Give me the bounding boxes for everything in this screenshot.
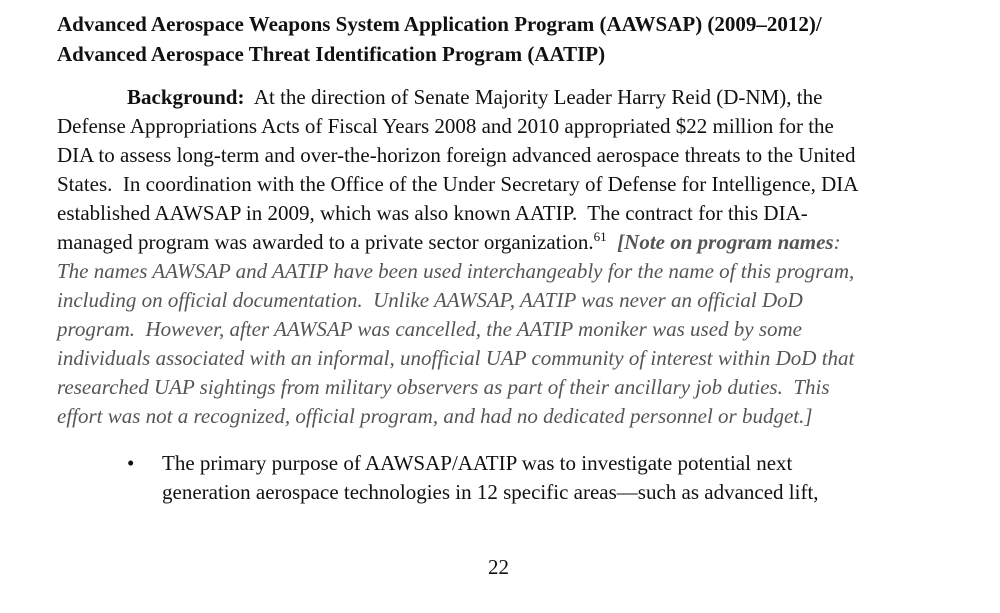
bullet-line-2: generation aerospace technologies in 12 specific areas—such as advanced lift, [162,480,819,504]
paragraph-line-4: States. In coordination with the Office of the Under Secretary of Defense for Intelligence, DIA [57,172,859,196]
note-line-8: including on official documentation. Unlike AAWSAP, AATIP was never an official DoD [57,288,803,312]
paragraph-line-6-text: managed program was awarded to a private sector organization. [57,230,594,254]
footnote-reference[interactable]: 61 [593,229,607,244]
note-colon: : [833,230,841,254]
paragraph-line-2: Defense Appropriations Acts of Fiscal Years 2008 and 2010 appropriated $22 million for the [57,114,834,138]
heading-line-2: Advanced Aerospace Threat Identification Program (AATIP) [57,42,606,66]
note-line-9: program. However, after AAWSAP was cancelled, the AATIP moniker was used by some [57,317,803,341]
note-label: [Note on program names [617,230,834,254]
bullet-line-1: The primary purpose of AAWSAP/AATIP was to investigate potential next [162,451,793,475]
note-line-10: individuals associated with an informal, unofficial UAP community of interest within DoD that [57,346,855,370]
page-number: 22 [488,555,509,579]
note-line-12: effort was not a recognized, official program, and had no dedicated personnel or budget.] [57,404,813,428]
bullet-icon: • [127,451,135,475]
paragraph-line-6 [57,228,957,257]
note-line-11: researched UAP sightings from military observers as part of their ancillary job duties. This [57,375,830,399]
heading-line-1: Advanced Aerospace Weapons System Application Program (AAWSAP) (2009–2012)/ [57,12,822,36]
paragraph-line-1 [57,83,957,112]
bullet-text [162,449,942,507]
background-paragraph [57,83,957,431]
note-line-7: The names AAWSAP and AATIP have been used interchangeably for the name of this program, [57,259,855,283]
paragraph-line-5: established AAWSAP in 2009, which was also known AATIP. The contract for this DIA- [57,201,808,225]
section-heading [57,9,977,69]
background-label: Background: [127,85,245,109]
paragraph-line-1-text: At the direction of Senate Majority Leader Harry Reid (D-NM), the [244,85,823,109]
paragraph-line-3: DIA to assess long-term and over-the-horizon foreign advanced aerospace threats to the United [57,143,856,167]
